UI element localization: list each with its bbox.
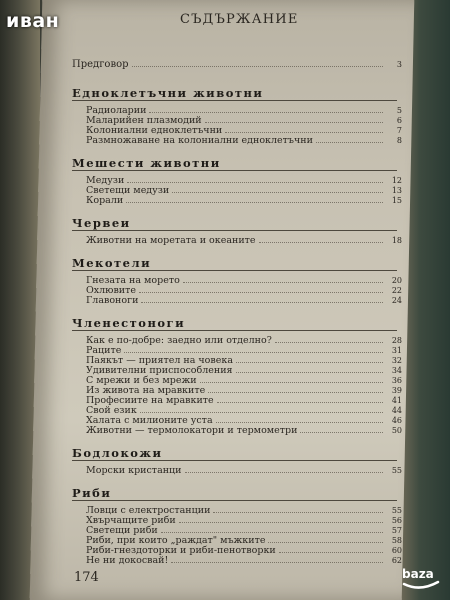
toc-section	[72, 486, 402, 566]
leader-dots	[185, 472, 383, 473]
leader-dots	[225, 132, 383, 133]
toc-entry-label: Ловци с електростанции	[86, 505, 211, 516]
section-divider	[72, 230, 397, 231]
toc-entry-label: Светещи риби	[86, 525, 158, 536]
toc-entry-page: 5	[396, 106, 402, 115]
toc-entry-label: Раците	[86, 345, 122, 356]
toc-entry-page: 34	[391, 366, 402, 375]
toc-entry-page: 44	[391, 406, 402, 415]
leader-dots	[275, 342, 383, 343]
leader-dots	[236, 362, 383, 363]
toc-entry-page: 13	[391, 186, 402, 195]
leader-dots	[149, 112, 383, 113]
toc-sections	[72, 86, 402, 566]
toc-section-title: Мешести животни	[72, 156, 221, 170]
leader-dots	[300, 432, 383, 433]
bazar-logo-icon	[396, 552, 446, 596]
leader-dots	[124, 352, 383, 353]
toc-entry-page: 62	[391, 556, 402, 565]
toc-entry-label: Радиоларии	[86, 105, 147, 116]
toc-section-title: Мекотели	[72, 256, 152, 270]
toc-entry	[72, 196, 402, 206]
leader-dots	[126, 202, 383, 203]
toc-section	[72, 216, 402, 246]
toc-entry-label: Корали	[86, 195, 124, 206]
toc-section	[72, 156, 402, 206]
toc-entry-page: 20	[391, 276, 402, 285]
toc-section-title: Едноклетъчни животни	[72, 86, 264, 100]
toc-entry-page: 56	[391, 516, 402, 525]
toc-entry-label: Животни — термолокатори и термометри	[86, 425, 298, 436]
leader-dots	[139, 292, 383, 293]
toc-section	[72, 86, 402, 146]
toc-entry-label: Как е по-добре: заедно или отделно?	[86, 335, 272, 346]
leader-dots	[200, 382, 383, 383]
toc-section	[72, 446, 402, 476]
section-divider	[72, 460, 397, 461]
toc-entry	[72, 336, 402, 346]
leader-dots	[279, 552, 383, 553]
toc-entry-label: Охлювите	[86, 285, 137, 296]
toc-section-title: Червеи	[72, 216, 131, 230]
section-divider	[72, 170, 397, 171]
leader-dots	[316, 142, 383, 143]
toc-entry-label: Хвърчащите риби	[86, 515, 176, 526]
toc-entry-label: Удивителни приспособления	[86, 365, 233, 376]
toc-entry-page: 39	[391, 386, 402, 395]
toc-entry-page: 12	[391, 176, 402, 185]
svg-text:baza: baza	[402, 567, 434, 581]
leader-dots	[161, 532, 383, 533]
toc-entry-page: 55	[391, 466, 402, 475]
toc-entry-label: Морски кристанци	[86, 465, 182, 476]
toc-entry-label: Паякът — приятел на човека	[86, 355, 233, 366]
toc-entry-page: 57	[391, 526, 402, 535]
toc-entry-page: 7	[396, 126, 402, 135]
toc-entry-page: 22	[391, 286, 402, 295]
watermark-text: иван	[6, 10, 60, 32]
toc-entry-label: Предговор	[72, 59, 129, 70]
toc-entry-label: Риби, при които „раждат" мъжките	[86, 535, 266, 546]
leader-dots	[171, 562, 383, 563]
toc-entry-label: Животни на моретата и океаните	[86, 235, 256, 246]
table-of-contents	[72, 60, 402, 576]
toc-section-title: Риби	[72, 486, 112, 500]
toc-section	[72, 256, 402, 306]
toc-entry-page: 55	[391, 506, 402, 515]
toc-entry-label: Размножаване на колониални едноклетъчни	[86, 135, 313, 146]
leader-dots	[236, 372, 383, 373]
toc-entry-page: 58	[391, 536, 402, 545]
toc-entry-page: 60	[391, 546, 402, 555]
toc-entry	[72, 236, 402, 246]
toc-entry-label: Гнезата на морето	[86, 275, 180, 286]
toc-section	[72, 316, 402, 436]
toc-entry-page: 6	[396, 116, 402, 125]
leader-dots	[183, 282, 383, 283]
leader-dots	[141, 302, 383, 303]
toc-entry	[72, 466, 402, 476]
leader-dots	[208, 392, 383, 393]
leader-dots	[179, 522, 383, 523]
toc-section-title: Бодлокожи	[72, 446, 163, 460]
leader-dots	[127, 182, 383, 183]
toc-entry-page: 36	[391, 376, 402, 385]
toc-entry-page: 15	[391, 196, 402, 205]
toc-entry	[72, 136, 402, 146]
toc-entry-label: Риби-гнездоторки и риби-пенотворки	[86, 545, 276, 556]
toc-entry-page: 50	[391, 426, 402, 435]
toc-entry-page: 41	[391, 396, 402, 405]
section-divider	[72, 270, 397, 271]
toc-entry-label: Колониални едноклетъчни	[86, 125, 223, 136]
leader-dots	[140, 412, 383, 413]
toc-entry-label: С мрежи и без мрежи	[86, 375, 197, 386]
toc-entry-label: Медузи	[86, 175, 125, 186]
toc-entry-label: Главоноги	[86, 295, 139, 306]
leader-dots	[205, 122, 383, 123]
toc-entry-preface	[72, 60, 402, 70]
toc-entry-page: 3	[396, 60, 402, 69]
toc-entry-page: 28	[391, 336, 402, 345]
toc-section-title: Членестоноги	[72, 316, 186, 330]
leader-dots	[268, 542, 383, 543]
toc-entry-label: Маларийен плазмодий	[86, 115, 202, 126]
section-divider	[72, 330, 397, 331]
toc-entry-label: Халата с милионите уста	[86, 415, 213, 426]
page-title: СЪДЪРЖАНИЕ	[180, 12, 299, 27]
leader-dots	[259, 242, 383, 243]
toc-entry-page: 8	[396, 136, 402, 145]
toc-entry-page: 18	[391, 236, 402, 245]
section-divider	[72, 100, 397, 101]
leader-dots	[132, 66, 383, 67]
leader-dots	[217, 402, 383, 403]
toc-entry-label: Не ни докосвай!	[86, 555, 169, 566]
toc-entry-label: Професиите на мравките	[86, 395, 214, 406]
toc-entry	[72, 296, 402, 306]
toc-entry-page: 31	[391, 346, 402, 355]
toc-entry-page: 46	[391, 416, 402, 425]
toc-entry-page: 32	[391, 356, 402, 365]
toc-entry-label: Светещи медузи	[86, 185, 170, 196]
leader-dots	[216, 422, 383, 423]
leader-dots	[172, 192, 383, 193]
toc-entry	[72, 556, 402, 566]
toc-entry-label: Из живота на мравките	[86, 385, 206, 396]
toc-entry	[72, 426, 402, 436]
toc-entry-page: 24	[391, 296, 402, 305]
toc-entry-label: Свой език	[86, 405, 137, 416]
leader-dots	[213, 512, 383, 513]
section-divider	[72, 500, 397, 501]
page-number: 174	[74, 570, 99, 585]
